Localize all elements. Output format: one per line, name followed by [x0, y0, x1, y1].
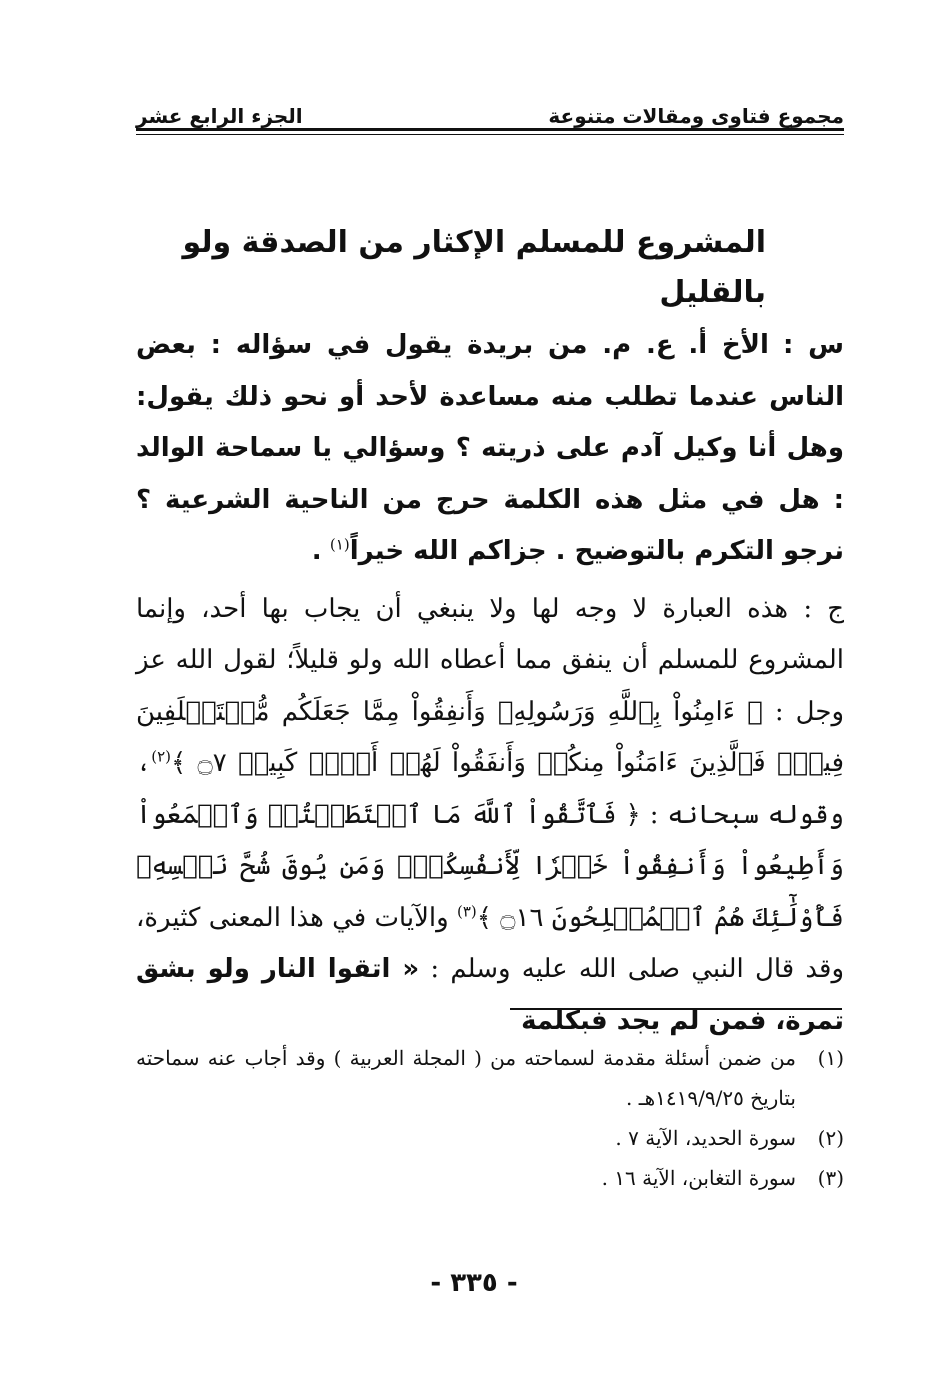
footnote-ref-1[interactable]: (١): [329, 535, 350, 554]
answer-text-2: ، وقوله سبحانه :: [136, 748, 845, 830]
page-number: - ٣٣٥ -: [430, 1268, 518, 1298]
quran-verse-2: ﴿ فَٱتَّقُواْ ٱللَّهَ مَا ٱسۡتَطَعۡتُمۡ وَٱسۡمَعُواْ وَأَطِيعُواْ وَأَنفِقُواْ خَيۡرٗا لِّأَنفُسِكُمۡۗ وَمَن يُوقَ شُحَّ نَفۡسِهِۦ فَأُوْلَٰٓئِكَ هُمُ ٱلۡمُفۡلِحُونَ ۝١٦ ﴾: [136, 799, 844, 933]
footnote-separator: [510, 1008, 842, 1010]
question-end: .: [311, 536, 322, 566]
hadith-quote: « اتقوا النار ولو بشق تمرة، فمن لم يجد فبكلمة: [136, 954, 844, 1036]
header-volume: الجزء الرابع عشر: [136, 104, 303, 128]
running-header: [136, 92, 844, 128]
quran-verse-1: ﴿ ءَامِنُواْ بِٱللَّهِ وَرَسُولِهِۦ وَأَنفِقُواْ مِمَّا جَعَلَكُم مُّسۡتَخۡلَفِينَ فِيهِۖ فَٱلَّذِينَ ءَامَنُواْ مِنكُمۡ وَأَنفَقُواْ لَهُمۡ أَجۡرٞ كَبِيرٞ ۝٧ ﴾: [136, 696, 844, 778]
article-body: [136, 320, 844, 1047]
footnote-number: (١): [817, 1046, 844, 1070]
question-text: الأخ أ. ع. م. من بريدة يقول في سؤاله : بعض الناس عندما تطلب منه مساعدة لأحد أو نحو ذلك يقول: وهل أنا وكيل آدم على ذريته ؟ وسؤالي يا سماحة الوالد : هل في مثل هذه الكلمة حرج من الناحية الشرعية ؟ نرجو التكرم بالتوضيح . جزاكم الله خيراً: [136, 330, 844, 566]
footnote-number: (٣): [817, 1166, 844, 1190]
answer-marker: ج :: [803, 593, 845, 624]
footnote-1: [136, 1038, 844, 1118]
footnotes: [136, 1038, 844, 1198]
header-rule: [136, 128, 844, 131]
footnote-number: (٢): [817, 1126, 844, 1150]
footnote-text: من ضمن أسئلة مقدمة لسماحته من ( المجلة العربية ) وقد أجاب عنه سماحته بتاريخ ١٤١٩/٩/٢٥هـ .: [136, 1046, 796, 1110]
footnote-2: [136, 1118, 844, 1158]
answer-paragraph: [136, 584, 844, 1048]
footnote-ref-2[interactable]: (٢): [151, 747, 172, 766]
question-marker: س :: [782, 330, 845, 360]
header-book-title: مجموع فتاوى ومقالات متنوعة: [548, 104, 844, 128]
answer-text-3: والآيات في هذا المعنى كثيرة، وقد قال النبي صلى الله عليه وسلم :: [136, 902, 844, 984]
footnote-3: [136, 1158, 844, 1198]
question-paragraph: [136, 320, 844, 578]
header-rule-thin: [136, 134, 844, 135]
footnote-text: سورة التغابن، الآية ١٦ .: [601, 1166, 796, 1190]
footnote-text: سورة الحديد، الآية ٧ .: [615, 1126, 796, 1150]
answer-text-1: هذه العبارة لا وجه لها ولا ينبغي أن يجاب بها أحد، وإنما المشروع للمسلم أن ينفق مما أعطاه الله ولو قليلاً؛ لقول الله عز وجل :: [136, 593, 845, 727]
article-title: المشروع للمسلم الإكثار من الصدقة ولو بالقليل: [182, 225, 766, 310]
footnote-ref-3[interactable]: (٣): [456, 901, 477, 920]
